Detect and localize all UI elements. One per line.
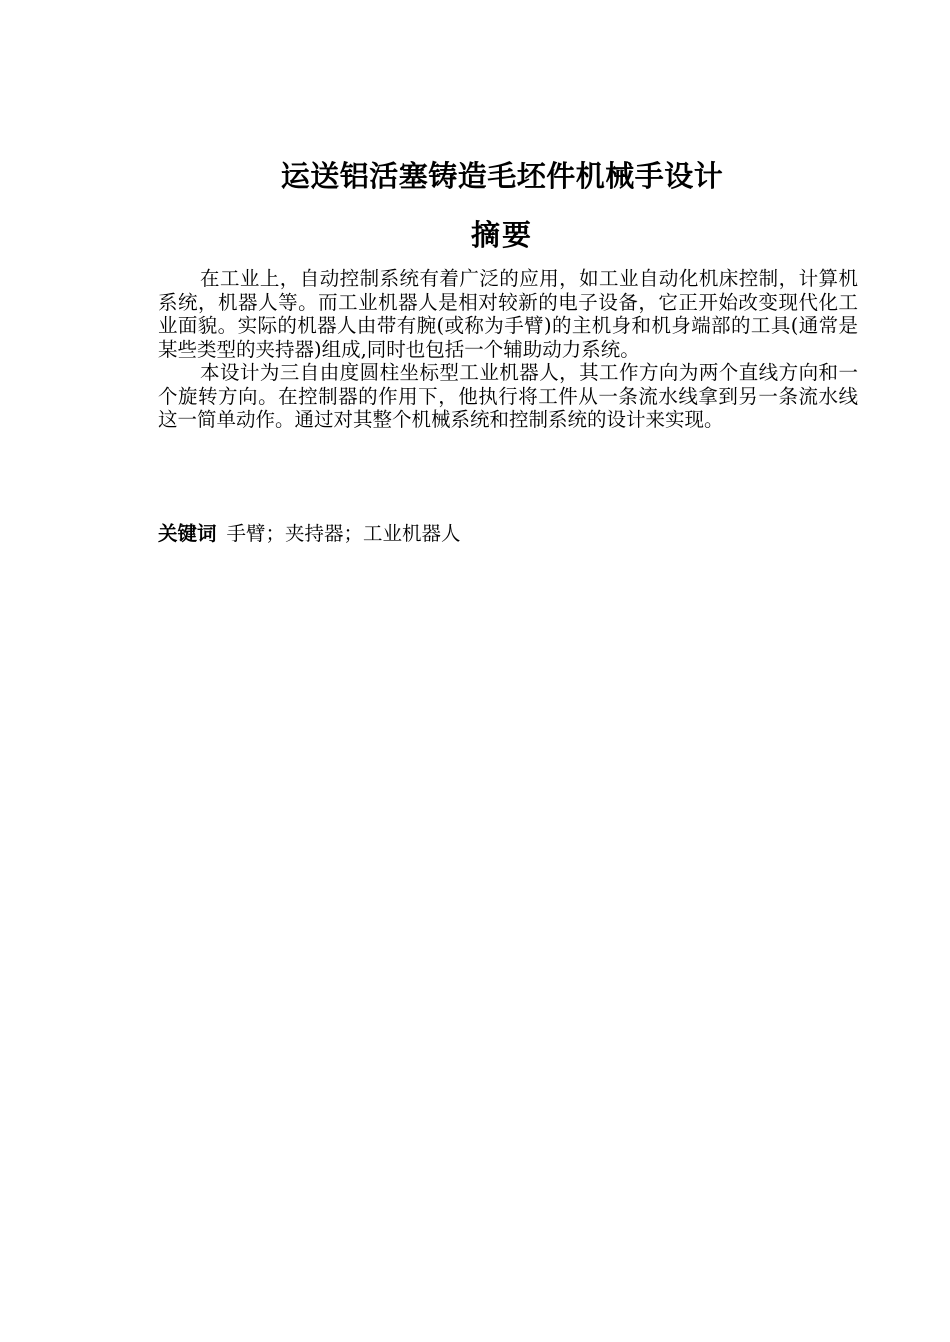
document-title: 运送铝活塞铸造毛坯件机械手设计 [280,159,724,193]
abstract-body [158,267,858,432]
abstract-paragraph-2: 本设计为三自由度圆柱坐标型工业机器人，其工作方向为两个直线方向和一个旋转方向。在控制器的作用下，他执行将工件从一条流水线拿到另一条流水线这一简单动作。通过对其整个机械系统和控制系统的设计来实现。 [158,361,858,431]
keywords-line [158,522,858,546]
abstract-heading: 摘要 [470,218,533,252]
keywords-value: 手臂；夹持器；工业机器人 [226,522,461,545]
abstract-paragraph-1: 在工业上，自动控制系统有着广泛的应用，如工业自动化机床控制，计算机系统，机器人等。而工业机器人是相对较新的电子设备，它正开始改变现代化工业面貌。实际的机器人由带有腕(或称为手臂)的主机身和机身端部的工具(通常是某些类型的夹持器)组成,同时也包括一个辅助动力系统。 [158,267,858,361]
keywords-label: 关键词 [158,522,217,545]
